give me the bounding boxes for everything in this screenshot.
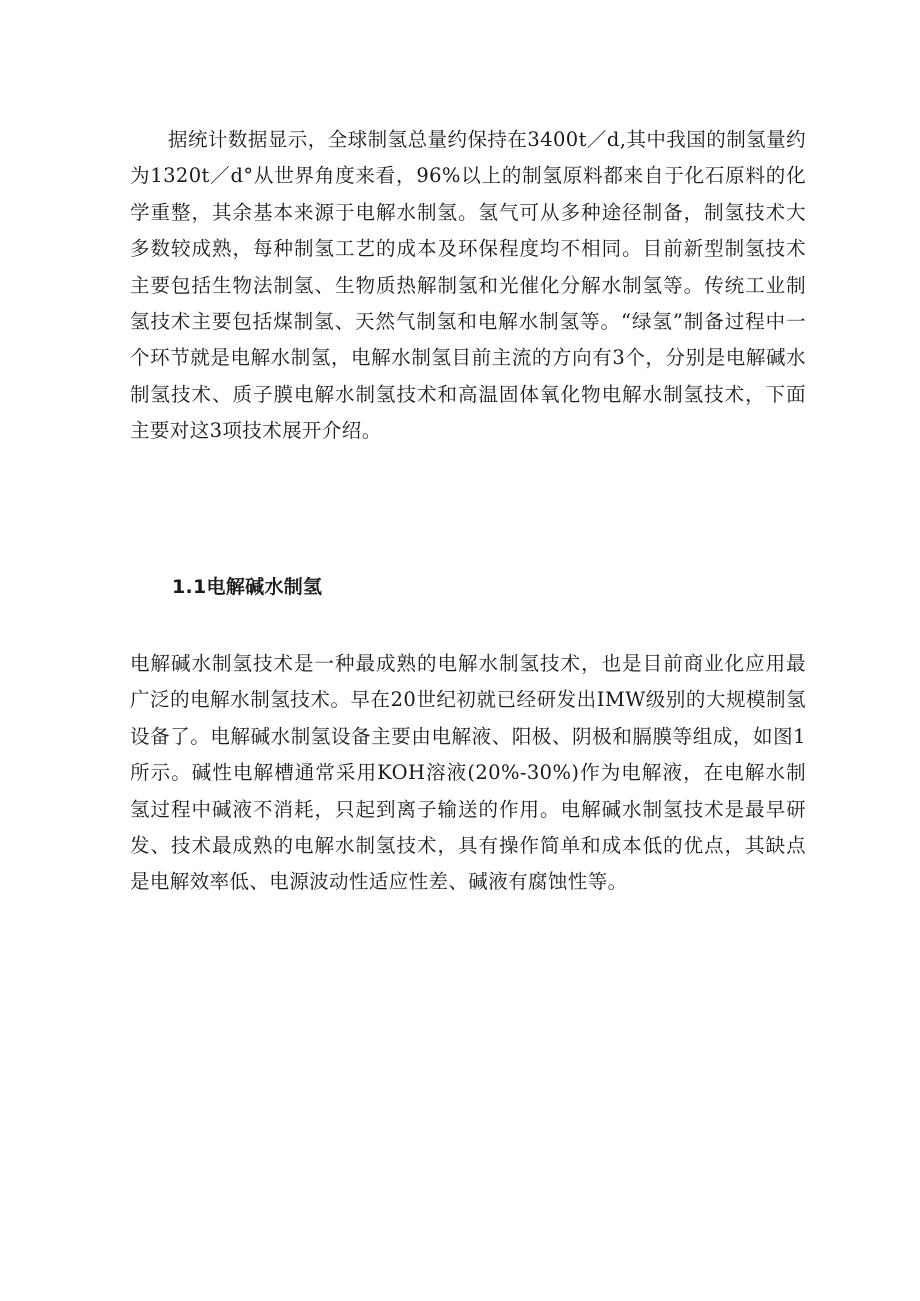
section-heading: 1.1电解碱水制氢 <box>172 576 323 598</box>
intro-paragraph: 据统计数据显示，全球制氢总量约保持在3400t／d,其中我国的制氢量约为1320t／d°从世界角度来看，96%以上的制氢原料都来自于化石原料的化学重整，其余基本来源于电解水制氢。氢气可从多种途径制备，制氢技术大多数较成熟，每种制氢工艺的成本及环保程度均不相同。目前新型制氢技术主要包括生物法制氢、生物质热解制氢和光催化分解水制氢等。传统工业制氢技术主要包括煤制氢、天然气制氢和电解水制氢等。“绿氢”制备过程中一个环节就是电解水制氢，电解水制氢目前主流的方向有3个，分别是电解碱水制氢技术、质子膜电解水制氢技术和高温固体氧化物电解水制氢技术，下面主要对这3项技术展开介绍。 <box>130 128 806 443</box>
section-paragraph: 电解碱水制氢技术是一种最成熟的电解水制氢技术，也是目前商业化应用最广泛的电解水制氢技术。早在20世纪初就已经研发出IMW级别的大规模制氢设备了。电解碱水制氢设备主要由电解液、阳极、阴极和膈膜等组成，如图1所示。碱性电解槽通常采用KOH溶液(20%-30%)作为电解液，在电解水制氢过程中碱液不消耗，只起到离子输送的作用。电解碱水制氢技术是最早研发、技术最成熟的电解水制氢技术，具有操作简单和成本低的优点，其缺点是电解效率低、电源波动性适应性差、碱液有腐蚀性等。 <box>130 652 806 894</box>
